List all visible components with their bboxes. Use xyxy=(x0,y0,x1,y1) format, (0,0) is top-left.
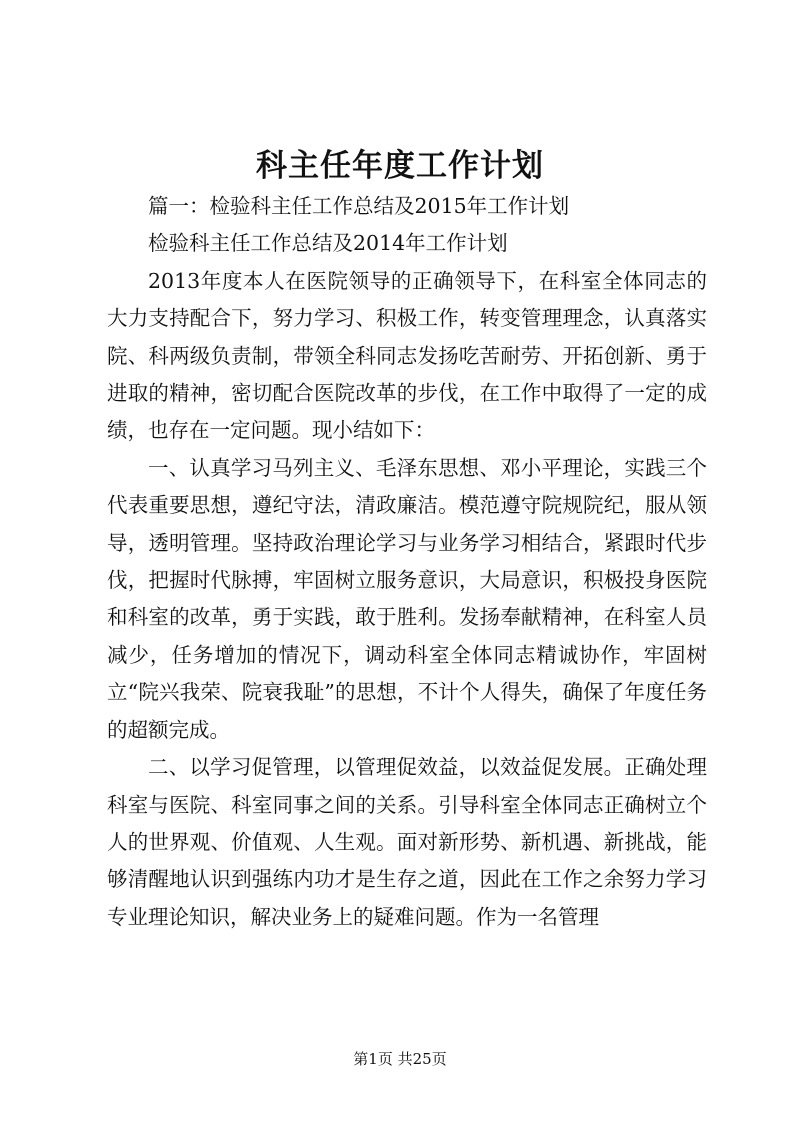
document-body xyxy=(107,188,707,936)
document-title: 科主任年度工作计划 xyxy=(256,148,544,184)
paragraph-intro: 2013年度本人在医院领导的正确领导下，在科室全体同志的大力支持配合下，努力学习、积极工作，转变管理理念，认真落实院、科两级负责制，带领全科同志发扬吃苦耐劳、开拓创新、勇于进取的精神，密切配合医院改革的步伐，在工作中取得了一定的成绩，也存在一定问题。现小结如下： xyxy=(107,268,707,443)
paragraph-section-2: 二、以学习促管理，以管理促效益，以效益促发展。正确处理科室与医院、科室同事之间的关系。引导科室全体同志正确树立个人的世界观、价值观、人生观。面对新形势、新机遇、新挑战，能够清醒地认识到强练内功才是生存之道，因此在工作之余努力学习专业理论知识，解决业务上的疑难问题。作为一名管理 xyxy=(107,755,707,929)
page-footer: 第1页 共25页 xyxy=(353,1050,447,1068)
subtitle-2: 检验科主任工作总结及2014年工作计划 xyxy=(148,231,508,256)
paragraph-section-1: 一、认真学习马列主义、毛泽东思想、邓小平理论，实践三个代表重要思想，遵纪守法，清政廉洁。模范遵守院规院纪，服从领导，透明管理。坚持政治理论学习与业务学习相结合，紧跟时代步伐，把握时代脉搏，牢固树立服务意识，大局意识，积极投身医院和科室的改革，勇于实践，敢于胜利。发扬奉献精神，在科室人员减少，任务增加的情况下，调动科室全体同志精诚协作，牢固树立“院兴我荣、院衰我耻”的思想，不计个人得失，确保了年度任务的超额完成。 xyxy=(107,455,707,742)
subtitle-1: 篇一：检验科主任工作总结及2015年工作计划 xyxy=(148,194,570,218)
